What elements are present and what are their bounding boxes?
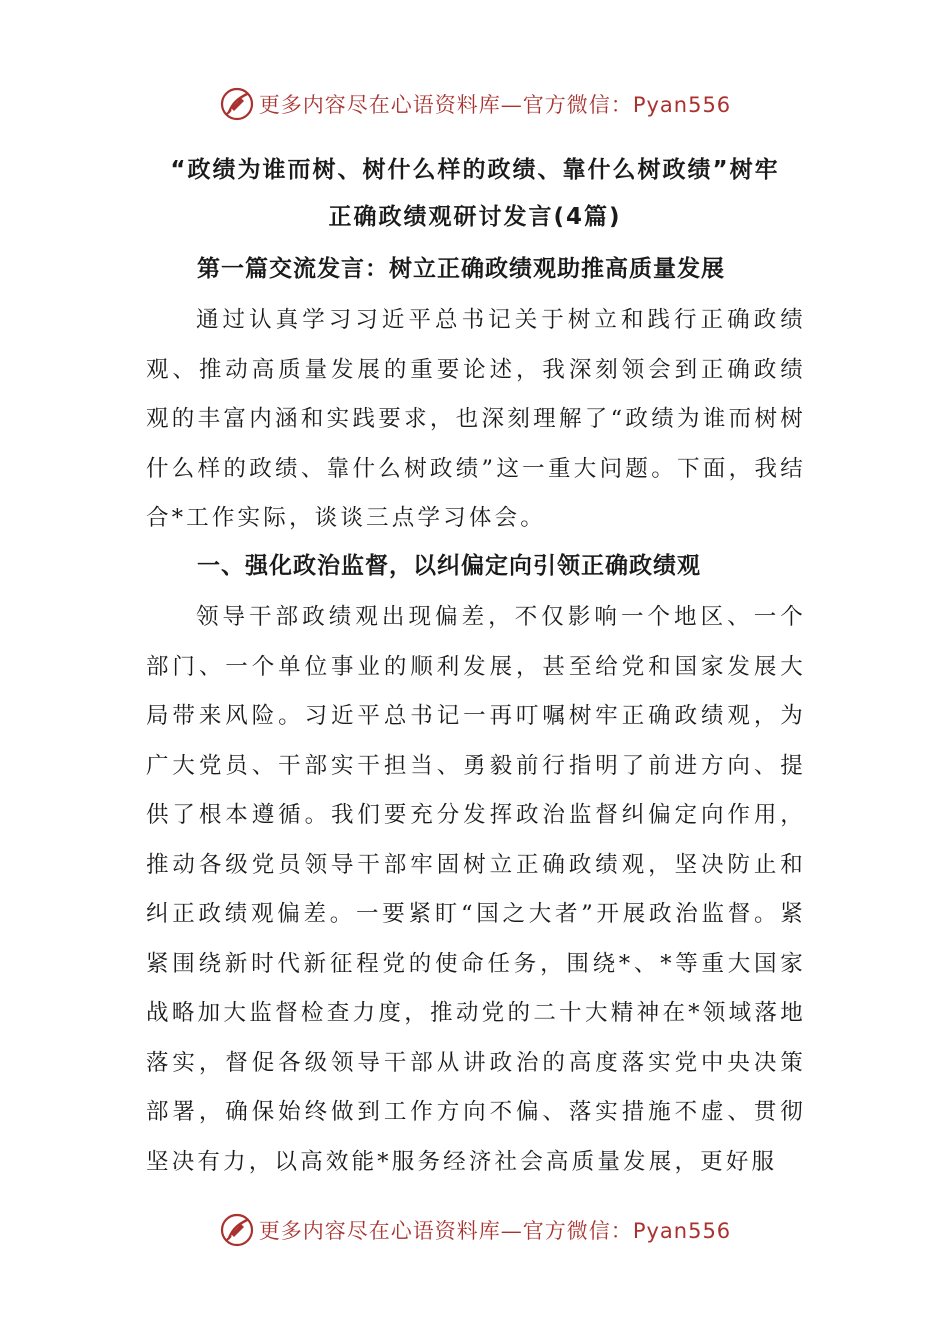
watermark-banner-bottom	[0, 1210, 950, 1250]
document-title-line2: 正确政绩观研讨发言(4篇)	[328, 204, 622, 230]
watermark-banner-top	[0, 84, 950, 124]
watermark-text	[259, 1215, 731, 1245]
pen-logo-icon	[219, 1212, 255, 1248]
paragraph-body: 领导干部政绩观出现偏差，不仅影响一个地区、一个部门、一个单位事业的顺利发展，甚至给党和国家发展大局带来风险。习近平总书记一再叮嘱树牢正确政绩观，为广大党员、干部实干担当、勇毅前行指明了前进方向、提供了根本遵循。我们要充分发挥政治监督纠偏定向作用，推动各级党员领导干部牢固树立正确政绩观，坚决防止和纠正政绩观偏差。一要紧盯“国之大者”开展政治监督。紧紧围绕新时代新征程党的使命任务，围绕*、*等重大国家战略加大监督检查力度，推动党的二十大精神在*领域落地落实，督促各级领导干部从讲政治的高度落实党中央决策部署，确保始终做到工作方向不偏、落实措施不虚、贯彻坚决有力，以高效能*服务经济社会高质量发展，更好服	[146, 604, 806, 1175]
watermark-label: 更多内容尽在心语资料库—官方微信：	[258, 1219, 633, 1243]
wechat-id: Pyan556	[632, 1219, 732, 1243]
subheading-one: 一、强化政治监督，以纠偏定向引领正确政绩观	[197, 553, 701, 579]
pen-logo-icon	[219, 86, 255, 122]
paragraph-intro: 通过认真学习习近平总书记关于树立和践行正确政绩观、推动高质量发展的重要论述，我深刻领会到正确政绩观的丰富内涵和实践要求，也深刻理解了“政绩为谁而树树什么样的政绩、靠什么树政绩”这一重大问题。下面，我结合*工作实际，谈谈三点学习体会。	[146, 307, 806, 531]
wechat-id: Pyan556	[632, 93, 732, 117]
document-title-line1: “政绩为谁而树、树什么样的政绩、靠什么树政绩”树牢	[170, 157, 780, 183]
section-heading: 第一篇交流发言：树立正确政绩观助推高质量发展	[197, 256, 725, 282]
watermark-text	[259, 89, 731, 119]
watermark-label: 更多内容尽在心语资料库—官方微信：	[258, 93, 633, 117]
